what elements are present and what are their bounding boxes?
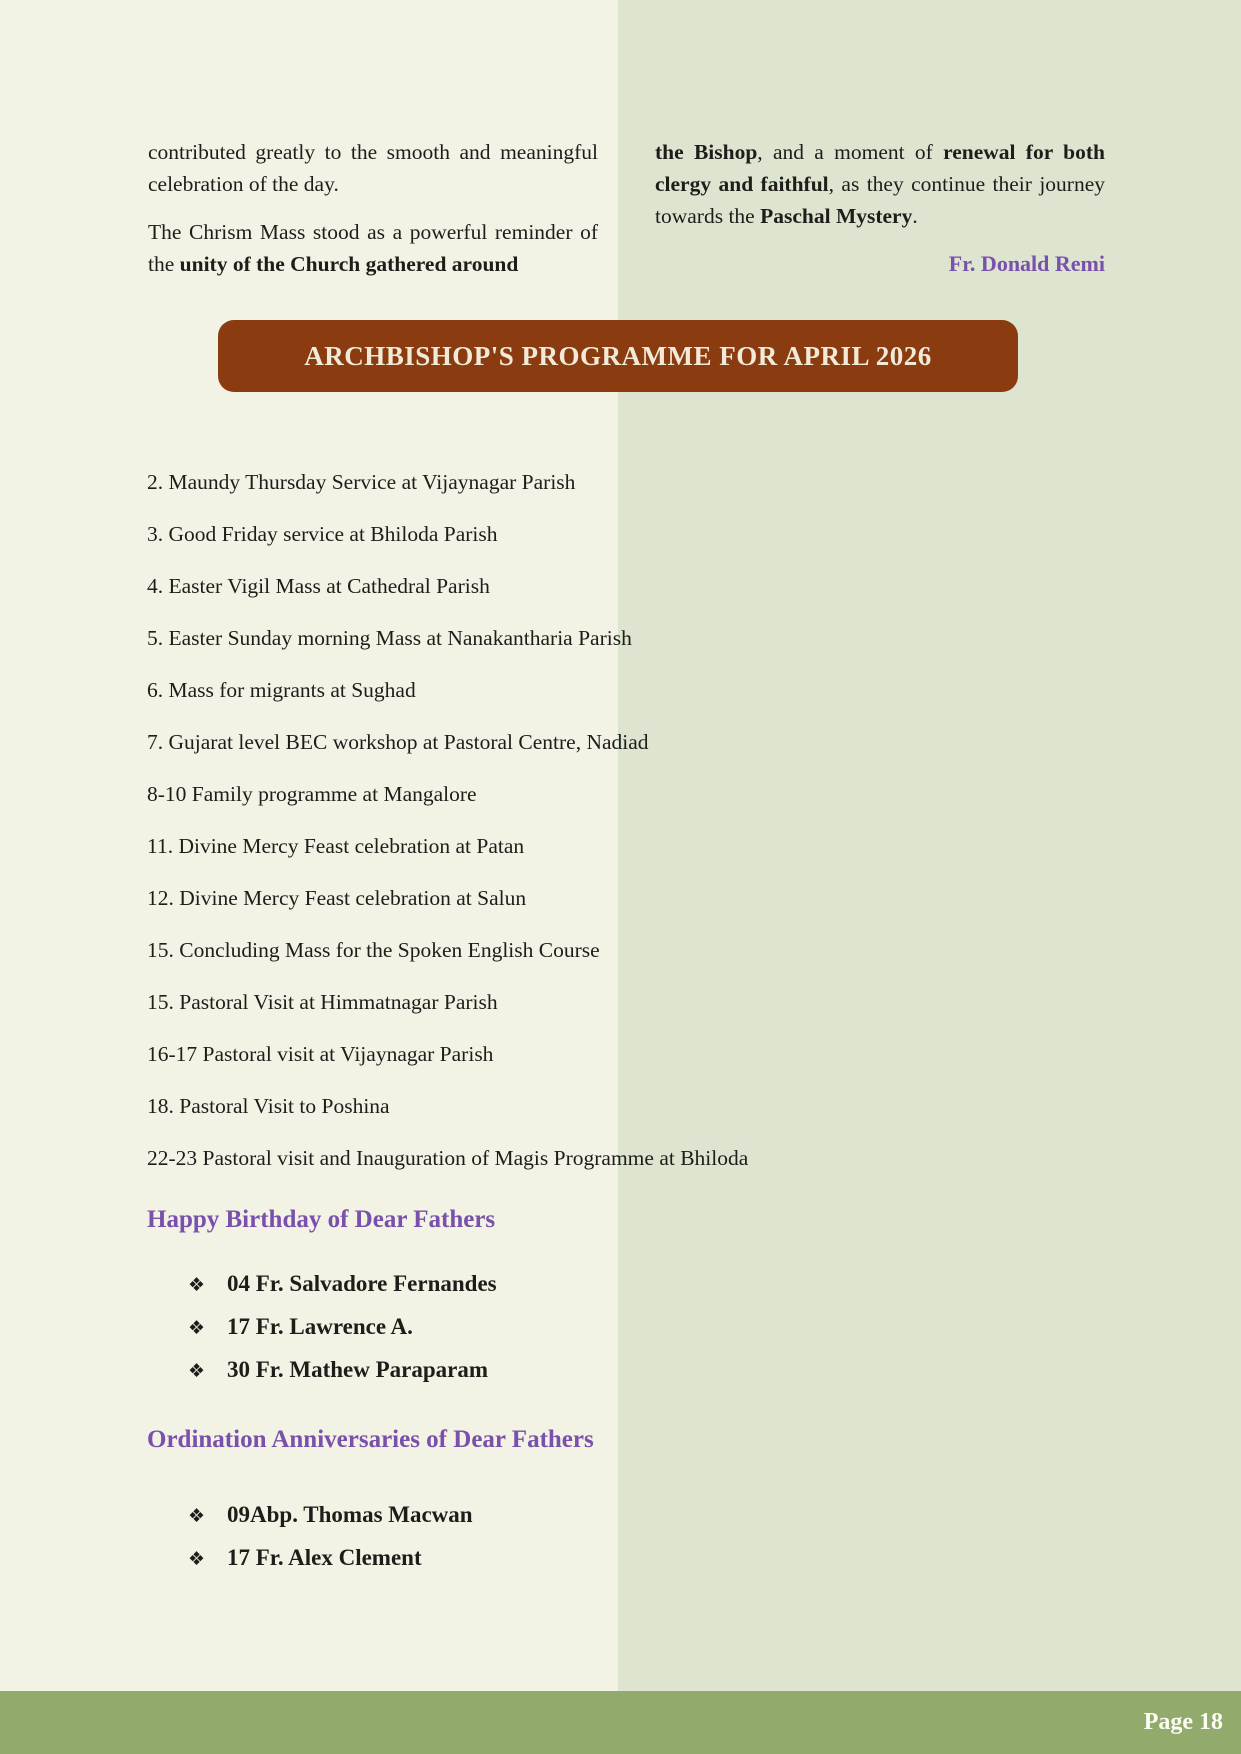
programme-item: 3. Good Friday service at Bhiloda Parish — [147, 522, 498, 546]
ordination-heading: Ordination Anniversaries of Dear Fathers — [147, 1426, 594, 1453]
diamond-bullet-icon: ❖ — [188, 1548, 206, 1570]
intro-right-column — [655, 136, 1105, 296]
programme-item: 15. Concluding Mass for the Spoken English Course — [147, 938, 600, 962]
programme-item: 8-10 Family programme at Mangalore — [147, 782, 477, 806]
programme-item: 18. Pastoral Visit to Poshina — [147, 1094, 390, 1118]
programme-list — [147, 456, 1127, 1184]
ordination-list — [188, 1493, 988, 1579]
diamond-bullet-icon: ❖ — [188, 1317, 206, 1339]
ordination-item-label: 09Abp. Thomas Macwan — [227, 1502, 473, 1527]
ordination-item — [188, 1493, 988, 1536]
programme-item: 6. Mass for migrants at Sughad — [147, 678, 416, 702]
programme-item: 4. Easter Vigil Mass at Cathedral Parish — [147, 574, 490, 598]
intro-paragraph-3: the Bishop, and a moment of renewal for both clergy and faithful, as they continue their journey towards the Paschal Mystery. — [655, 140, 1105, 228]
birthday-item-label: 04 Fr. Salvadore Fernandes — [227, 1271, 497, 1296]
birthday-item — [188, 1348, 988, 1391]
intro-paragraph-2: The Chrism Mass stood as a powerful reminder of the unity of the Church gathered around — [148, 220, 598, 276]
birthday-list — [188, 1262, 988, 1391]
programme-item: 7. Gujarat level BEC workshop at Pastoral Centre, Nadiad — [147, 730, 649, 754]
intro-two-column-text — [148, 136, 1105, 296]
intro-left-column — [148, 136, 598, 296]
diamond-bullet-icon: ❖ — [188, 1274, 206, 1296]
diamond-bullet-icon: ❖ — [188, 1360, 206, 1382]
birthday-heading: Happy Birthday of Dear Fathers — [147, 1206, 496, 1233]
footer-bar — [0, 1691, 1241, 1754]
birthday-item — [188, 1305, 988, 1348]
birthday-item — [188, 1262, 988, 1305]
programme-item: 5. Easter Sunday morning Mass at Nanakantharia Parish — [147, 626, 632, 650]
section-title-banner — [218, 320, 1018, 392]
birthday-item-label: 30 Fr. Mathew Paraparam — [227, 1357, 489, 1382]
diamond-bullet-icon: ❖ — [188, 1505, 206, 1527]
programme-item: 16-17 Pastoral visit at Vijaynagar Parish — [147, 1042, 494, 1066]
intro-paragraph-1: contributed greatly to the smooth and meaningful celebration of the day. — [148, 140, 598, 196]
author-signature: Fr. Donald Remi — [948, 251, 1105, 276]
programme-item: 22-23 Pastoral visit and Inauguration of Magis Programme at Bhiloda — [147, 1146, 749, 1170]
page-number: Page 18 — [1143, 1709, 1223, 1735]
birthday-item-label: 17 Fr. Lawrence A. — [227, 1314, 413, 1339]
ordination-item-label: 17 Fr. Alex Clement — [227, 1545, 422, 1570]
programme-item: 15. Pastoral Visit at Himmatnagar Parish — [147, 990, 498, 1014]
programme-item: 12. Divine Mercy Feast celebration at Salun — [147, 886, 527, 910]
programme-item: 2. Maundy Thursday Service at Vijaynagar Parish — [147, 470, 576, 494]
section-title: ARCHBISHOP'S PROGRAMME FOR APRIL 2026 — [304, 340, 932, 371]
programme-item: 11. Divine Mercy Feast celebration at Patan — [147, 834, 525, 858]
ordination-item — [188, 1536, 988, 1579]
